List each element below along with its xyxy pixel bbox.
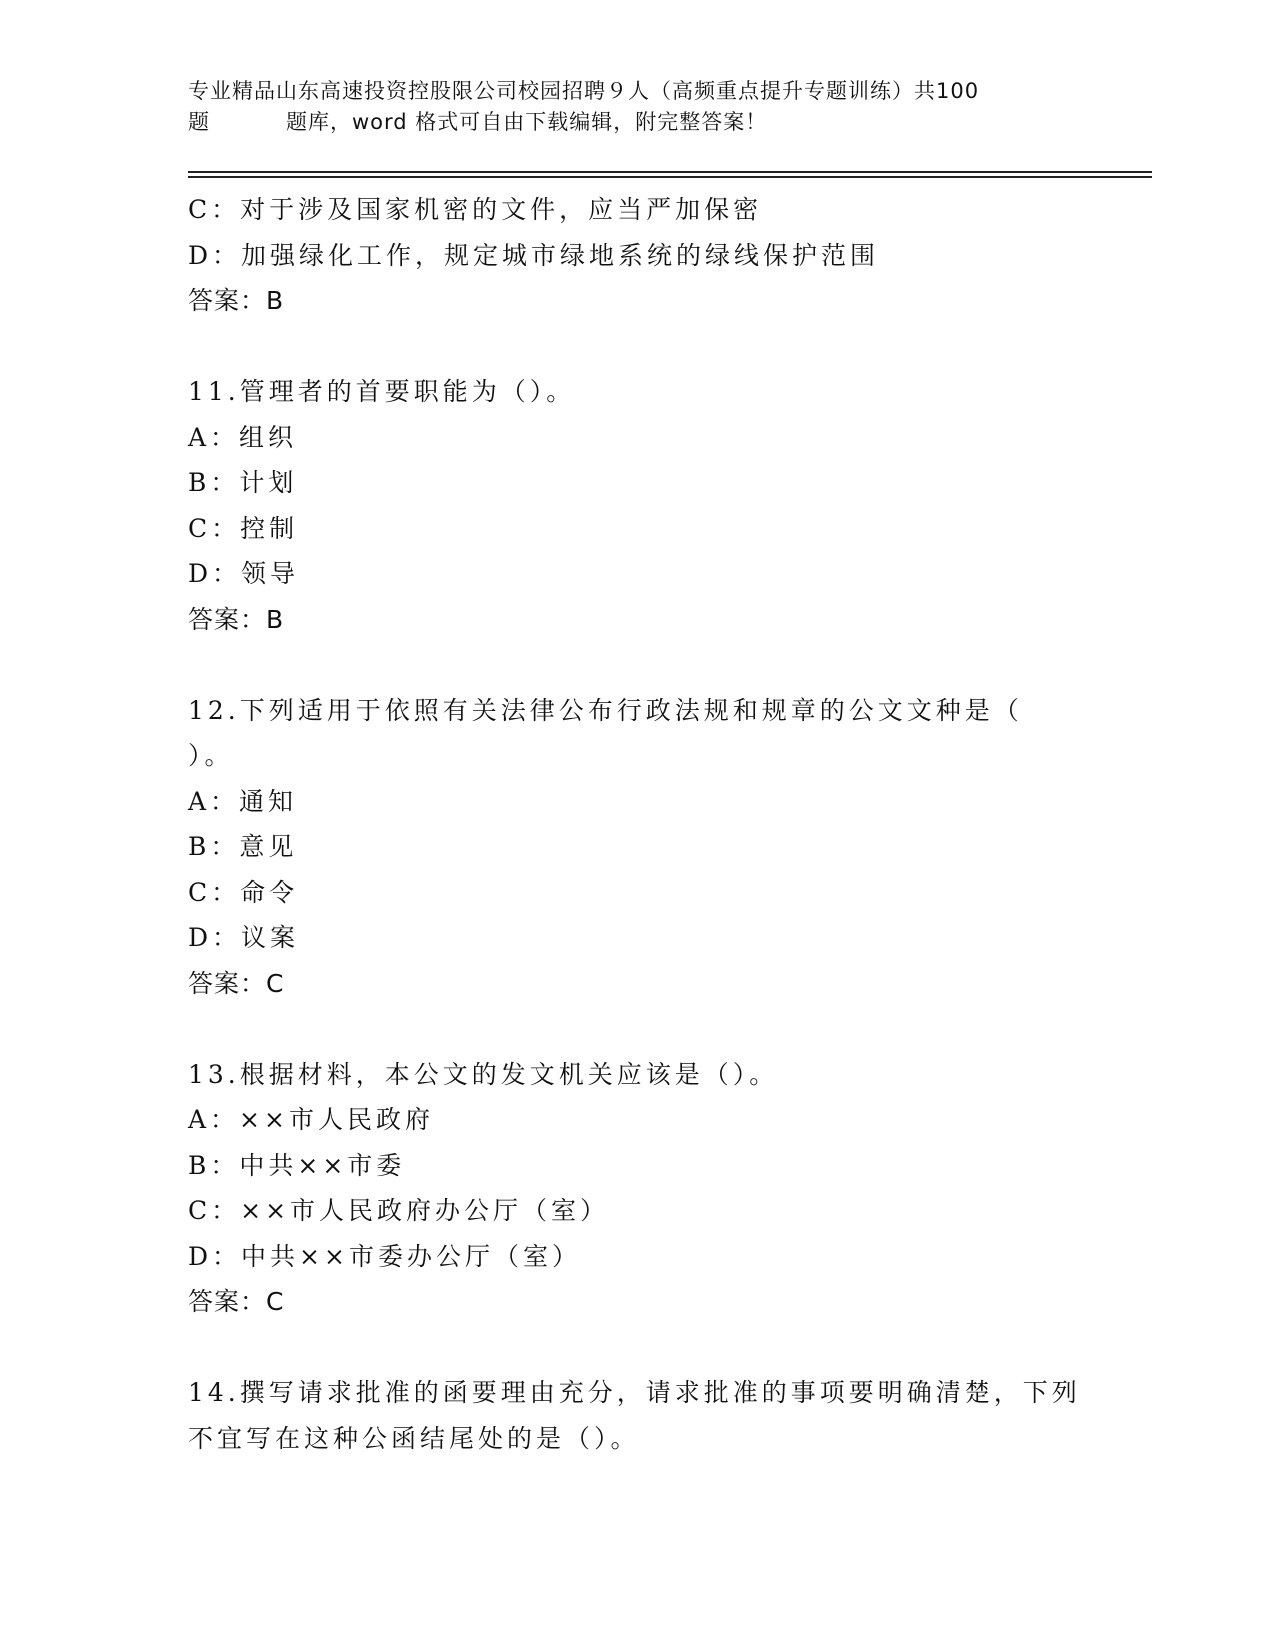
header-rule-bottom [188, 176, 1152, 178]
header-title-line-2-right: 题库，word 格式可自由下载编辑，附完整答案！ [286, 110, 768, 134]
option-a: A：组织 [188, 422, 298, 452]
header-title-line-2 [188, 107, 1088, 138]
header-title-line-1: 专业精品山东高速投资控股限公司校园招聘９人（高频重点提升专题训练）共100 [188, 79, 980, 103]
option-c: C：控制 [188, 513, 299, 543]
question-14 [188, 1370, 1088, 1461]
question-12 [188, 688, 1088, 1007]
answer-line: 答案：B [188, 604, 285, 634]
question-stem-line-2: ）。 [188, 741, 234, 770]
question-11 [188, 369, 1088, 642]
question-fragment-10 [188, 187, 1088, 324]
question-stem: 11.管理者的首要职能为（）。 [188, 377, 576, 406]
option-c: C：命令 [188, 877, 299, 907]
option-d: D：加强绿化工作，规定城市绿地系统的绿线保护范围 [188, 240, 880, 270]
option-a: A：××市人民政府 [188, 1105, 434, 1134]
option-d: D：领导 [188, 559, 300, 588]
header-rule-top [188, 171, 1152, 173]
option-c: C：××市人民政府办公厅（室） [188, 1196, 610, 1225]
answer-line: 答案：C [188, 968, 285, 998]
option-c: C：对于涉及国家机密的文件，应当严加保密 [188, 195, 763, 224]
question-stem: 13.根据材料，本公文的发文机关应该是（）。 [188, 1059, 779, 1089]
answer-line: 答案：C [188, 1287, 285, 1316]
question-stem-line-2: 不宜写在这种公函结尾处的是（）。 [188, 1423, 640, 1453]
option-d: D：议案 [188, 923, 300, 952]
option-b: B：中共××市委 [188, 1150, 406, 1180]
document-header [188, 76, 1088, 138]
option-a: A：通知 [188, 786, 298, 816]
question-content [188, 187, 1088, 1461]
question-stem-line-1: 14.撰写请求批准的函要理由充分，请求批准的事项要明确清楚，下列 [188, 1378, 1081, 1407]
header-title-line-2-left: 题 [188, 110, 210, 134]
answer-line: 答案：B [188, 286, 285, 315]
option-b: B：意见 [188, 832, 298, 861]
option-d: D：中共××市委办公厅（室） [188, 1241, 581, 1271]
option-b: B：计划 [188, 468, 298, 497]
question-13 [188, 1052, 1088, 1325]
question-stem-line-1: 12.下列适用于依照有关法律公布行政法规和规章的公文文种是（ [188, 695, 1023, 725]
